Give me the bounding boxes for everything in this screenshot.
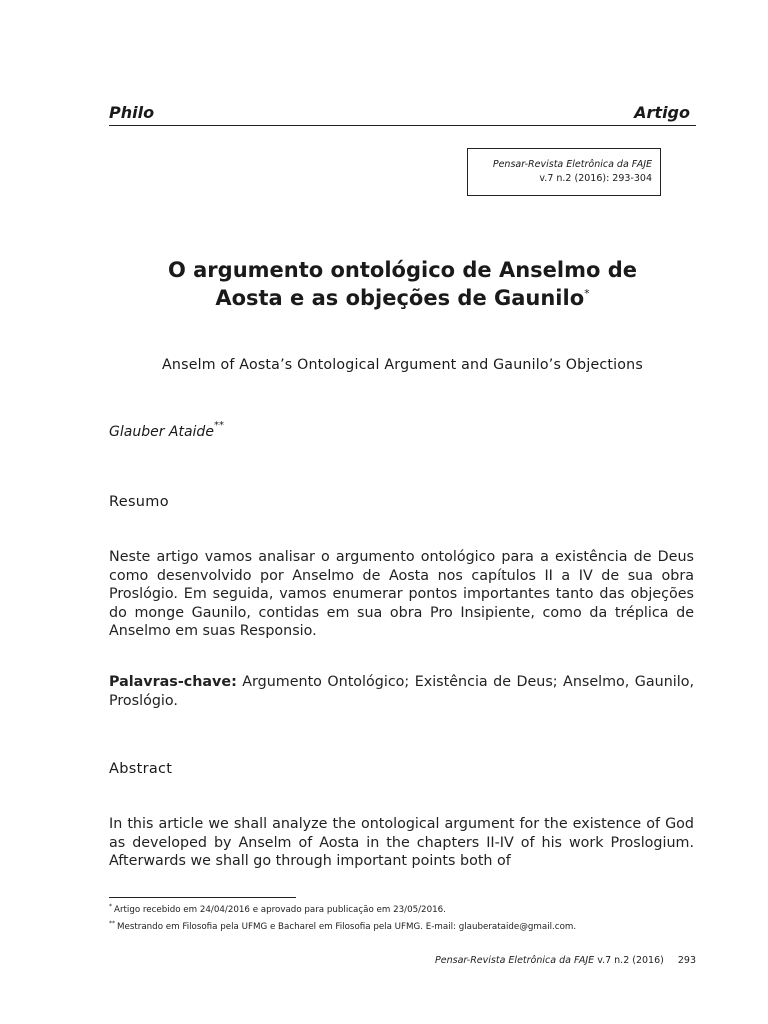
footnote-1-marker: * (109, 903, 112, 910)
english-title: Anselm of Aosta’s Ontological Argument and Gaunilo’s Objections (162, 357, 643, 373)
article-type-label: Artigo (634, 103, 690, 122)
abstract-heading: Abstract (109, 761, 173, 777)
running-header (109, 103, 696, 126)
footnote-divider (109, 897, 296, 898)
footer-journal-name: Pensar-Revista Eletrônica da FAJE (435, 955, 595, 966)
keywords-label: Palavras-chave: (109, 674, 237, 690)
footnote-1-text: Artigo recebido em 24/04/2016 e aprovado para publicação em 23/05/2016. (114, 905, 446, 915)
title-line-2-text: Aosta e as objeções de Gaunilo (215, 286, 585, 310)
author-footnote-marker[interactable]: ** (213, 420, 224, 431)
section-label: Philo (109, 103, 155, 122)
keywords-text: Argumento Ontológico; Existência de Deus; Anselmo, Gaunilo, Proslógio. (109, 674, 694, 709)
title-footnote-marker[interactable]: * (584, 287, 590, 300)
page-number: 293 (677, 955, 696, 966)
title-line-2 (109, 284, 696, 312)
footnote-2-marker: ** (109, 920, 115, 927)
author-line (109, 420, 224, 440)
footer-volume: v.7 n.2 (2016) (594, 955, 664, 966)
resumo-text: Neste artigo vamos analisar o argumento ontológico para a existência de Deus como desenvolvido por Anselmo de Aosta nos capítulos II a IV de sua obra Proslógio. Em seguida, vamos enumerar pontos importantes tanto das objeções do monge Gaunilo, contidas em sua obra Pro Insipiente, como da tréplica de Anselmo em suas Responsio. (109, 549, 694, 639)
title-line-1: O argumento ontológico de Anselmo de (167, 258, 638, 282)
journal-name: Pensar-Revista Eletrônica da FAJE (492, 159, 652, 170)
footnote-2-text: Mestrando em Filosofia pela UFMG e Bacharel em Filosofia pela UFMG. E-mail: glauberataide@gmail.com. (117, 922, 577, 932)
footnote-1 (109, 905, 446, 915)
author-name: Glauber Ataide (109, 424, 214, 440)
footnote-2 (109, 922, 576, 932)
resumo-heading: Resumo (109, 494, 169, 510)
running-footer (109, 955, 696, 966)
article-title (109, 256, 696, 312)
journal-citation-box (467, 148, 661, 196)
abstract-text: In this article we shall analyze the ontological argument for the existence of God as developed by Anselm of Aosta in the chapters II-IV of his work Proslogium. Afterwards we shall go through important points both of (109, 816, 694, 869)
journal-volume: v.7 n.2 (2016): 293-304 (539, 173, 652, 184)
keywords (109, 673, 694, 711)
